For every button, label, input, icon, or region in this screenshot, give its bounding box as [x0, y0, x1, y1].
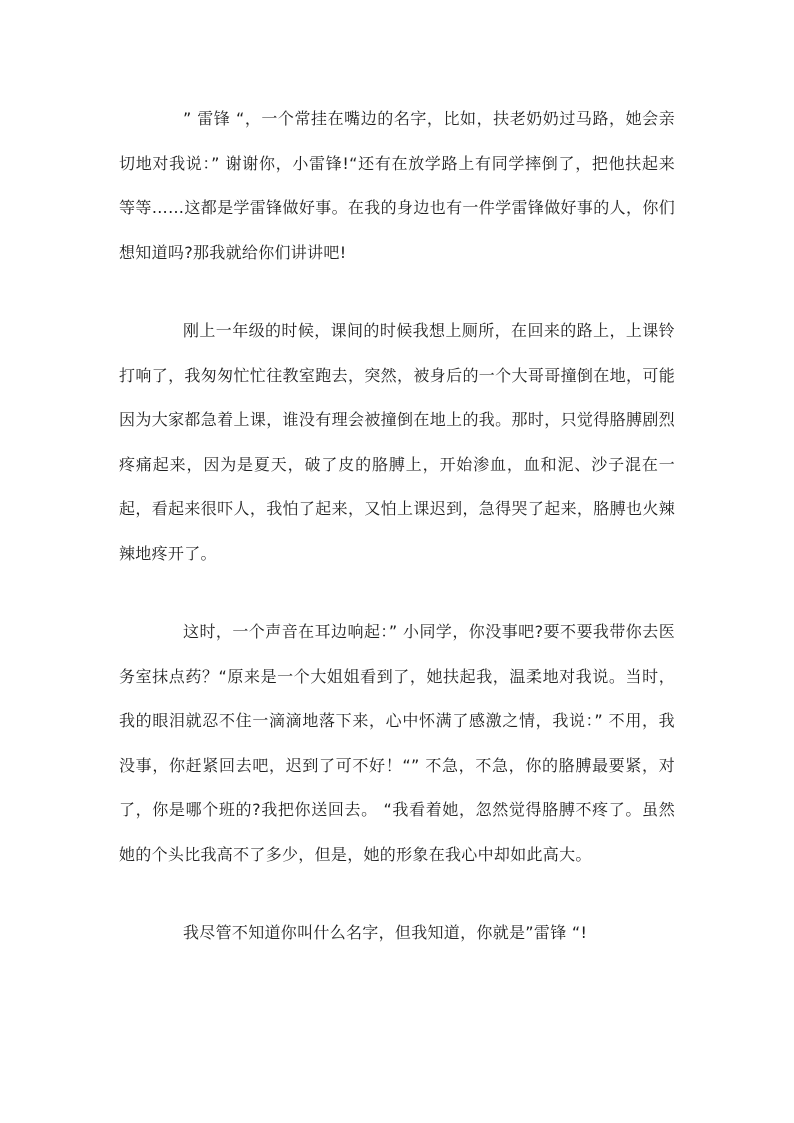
paragraph-2: 刚上一年级的时候，课间的时候我想上厕所，在回来的路上，上课铃打响了，我匆匆忙忙往教室跑去，突然，被身后的一个大哥哥撞倒在地，可能因为大家都急着上课，谁没有理会被撞倒在地上的我。那时，只觉得胳膊剧烈疼痛起来，因为是夏天，破了皮的胳膊上，开始渗血，血和泥、沙子混在一起，看起来很吓人，我怕了起来，又怕上课迟到，急得哭了起来，胳膊也火辣辣地疼开了。	[119, 321, 675, 563]
paragraph-3: 这时，一个声音在耳边响起：” 小同学，你没事吧?要不要我带你去医务室抹点药？“原来是一个大姐姐看到了，她扶起我，温柔地对我说。当时，我的眼泪就忍不住一滴滴地落下来，心中怀满了感激之情，我说：” 不用，我没事，你赶紧回去吧，迟到了可不好！“” 不急，不急，你的胳膊最要紧，对了，你是哪个班的?我把你送回去。 “我看着她，忽然觉得胳膊不疼了。虽然她的个头比我高不了多少，但是，她的形象在我心中却如此高大。	[119, 622, 675, 864]
paragraph-4: 我尽管不知道你叫什么名字，但我知道，你就是”雷锋 “!	[183, 923, 588, 942]
paragraph-1: ” 雷锋 “，一个常挂在嘴边的名字，比如，扶老奶奶过马路，她会亲切地对我说：” 谢谢你，小雷锋!“还有在放学路上有同学摔倒了，把他扶起来等等……这都是学雷锋做好事。在我的身边也有一件学雷锋做好事的人，你们想知道吗?那我就给你们讲讲吧!	[119, 109, 675, 262]
document-body	[119, 97, 675, 956]
